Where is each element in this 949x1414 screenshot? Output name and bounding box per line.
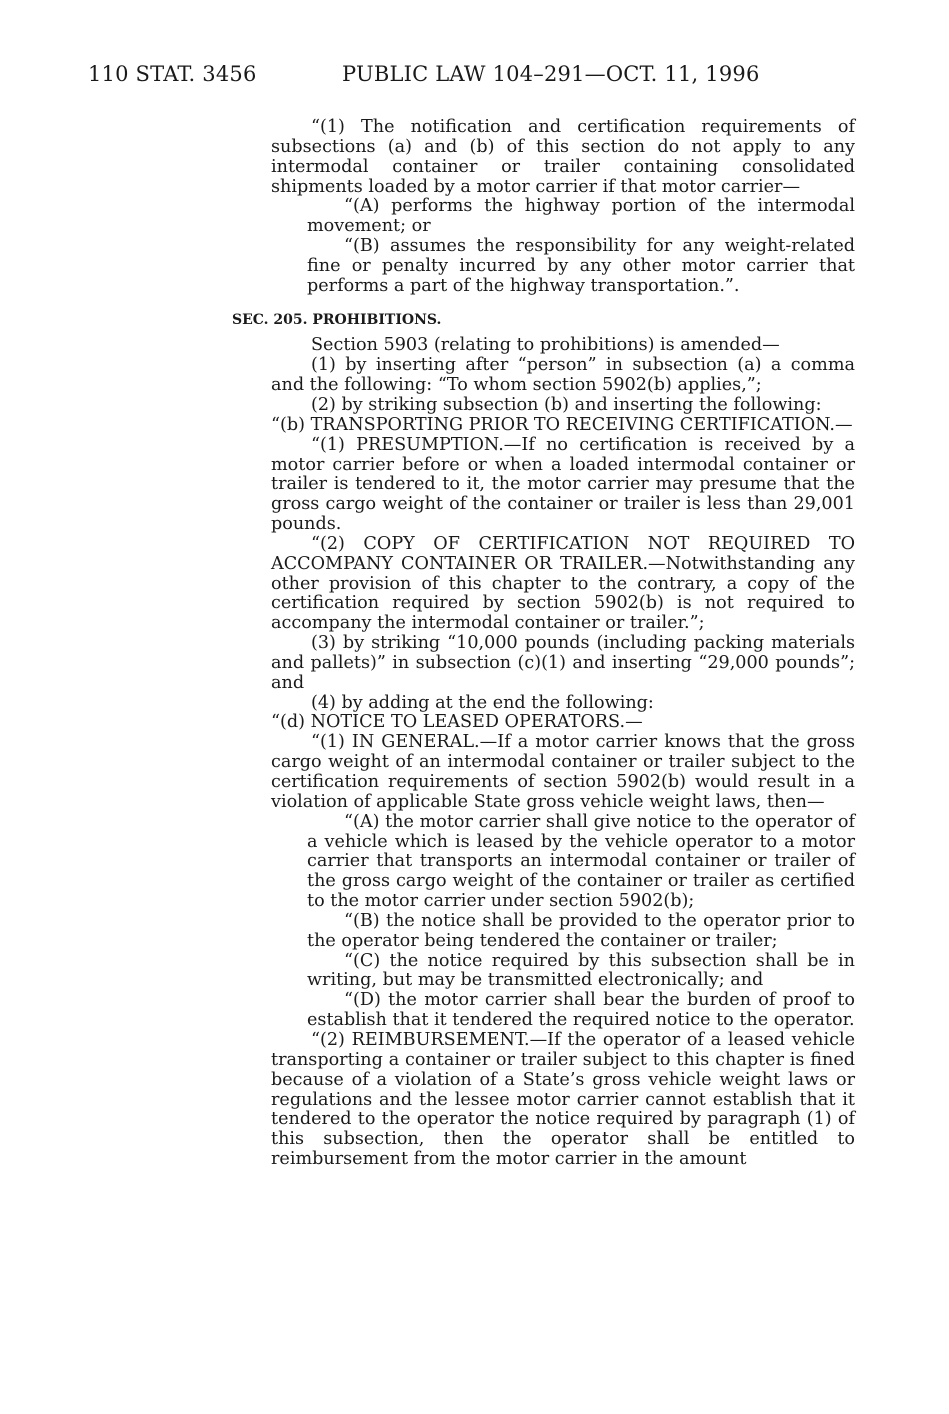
- section-heading: SEC. 205. PROHIBITIONS.: [232, 311, 442, 328]
- subparagraph: “(A) the motor carrier shall give notice to the operator of a vehicle which is leased by the vehicle operator to a motor carrier that transports an intermodal container or trailer of the gross cargo weight of the container or trailer as certified to the motor carrier under section 5902(b);: [307, 811, 855, 912]
- paragraph: “(1) IN GENERAL.—If a motor carrier knows that the gross cargo weight of an intermodal container or trailer subject to the certification requirements of section 5902(b) would result in a violation of applicable State gross vehicle weight laws, then—: [271, 732, 855, 812]
- subparagraph: “(C) the notice required by this subsection shall be in writing, but may be transmitted electronically; and: [307, 950, 855, 991]
- statute-text: [0, 118, 949, 1170]
- paragraph: “(2) COPY OF CERTIFICATION NOT REQUIRED TO ACCOMPANY CONTAINER OR TRAILER.—Notwithstanding any other provision of this chapter to the contrary, a copy of the certification required by section 5902(b) is not required to accompany the intermodal container or trailer.”;: [271, 533, 855, 634]
- subsection-heading: “(b) TRANSPORTING PRIOR TO RECEIVING CERTIFICATION.—: [271, 414, 853, 435]
- amendment-item: (4) by adding at the end the following:: [311, 692, 654, 713]
- subparagraph: “(B) the notice shall be provided to the operator prior to the operator being tendered the container or trailer;: [307, 910, 855, 951]
- paragraph: “(2) REIMBURSEMENT.—If the operator of a leased vehicle transporting a container or trailer subject to this chapter is fined because of a violation of a State’s gross vehicle weight laws or regulations and the lessee motor carrier cannot establish that it tendered to the operator the notice required by paragraph (1) of this subsection, then the operator shall be entitled to reimbursement from the motor carrier in the amount: [271, 1029, 855, 1170]
- page-header: [88, 62, 858, 92]
- amendment-item: (3) by striking “10,000 pounds (including packing materials and pallets)” in subsection (c)(1) and inserting “29,000 pounds”; and: [271, 633, 855, 693]
- public-law-citation: PUBLIC LAW 104–291—OCT. 11, 1996: [342, 62, 760, 86]
- section-intro: Section 5903 (relating to prohibitions) is amended—: [311, 335, 780, 356]
- subsection-heading: “(d) NOTICE TO LEASED OPERATORS.—: [271, 712, 643, 733]
- paragraph: “(1) PRESUMPTION.—If no certification is received by a motor carrier before or when a loaded intermodal container or trailer is tendered to it, the motor carrier may presume that the gross cargo weight of the container or trailer is less than 29,001 pounds.: [271, 434, 855, 535]
- amendment-item: (1) by inserting after “person” in subsection (a) a comma and the following: “To whom section 5902(b) applies,”;: [271, 355, 855, 396]
- subparagraph: “(A) performs the highway portion of the intermodal movement; or: [307, 196, 855, 237]
- stat-citation: 110 STAT. 3456: [88, 62, 257, 86]
- paragraph: “(1) The notification and certification requirements of subsections (a) and (b) of this section do not apply to any intermodal container or trailer containing consolidated shipments loaded by a motor carrier if that motor carrier—: [271, 117, 855, 197]
- amendment-item: (2) by striking subsection (b) and inserting the following:: [311, 394, 822, 415]
- subparagraph: “(D) the motor carrier shall bear the burden of proof to establish that it tendered the required notice to the operator.: [307, 990, 855, 1031]
- subparagraph: “(B) assumes the responsibility for any weight-related fine or penalty incurred by any other motor carrier that performs a part of the highway transportation.”.: [307, 236, 855, 296]
